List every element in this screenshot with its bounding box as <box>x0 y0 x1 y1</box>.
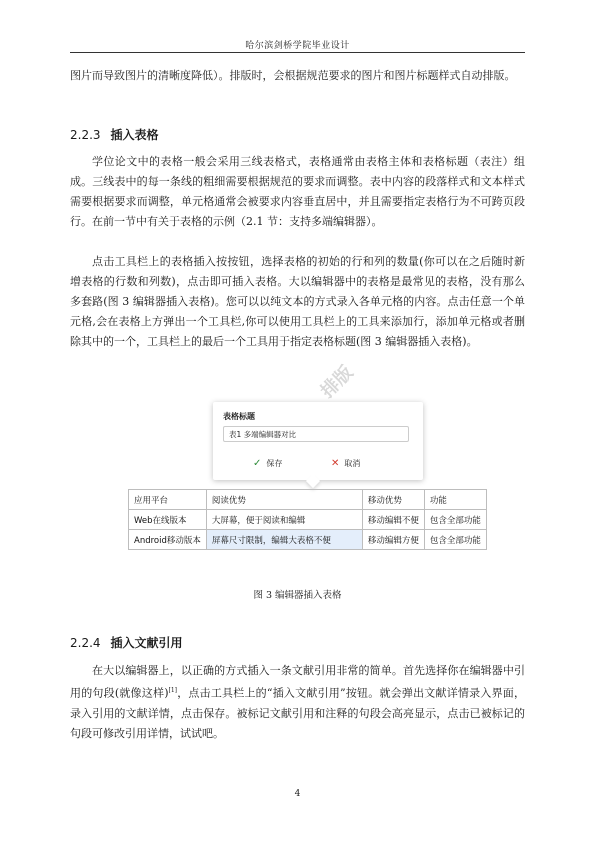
section-number: 2.2.3 <box>70 128 101 142</box>
table-cell[interactable]: 包含全部功能 <box>424 510 486 530</box>
section-heading-2-2-4 <box>70 634 183 651</box>
table-caption-input[interactable]: 表1 多端编辑器对比 <box>223 426 409 442</box>
paragraph-tables-intro: 学位论文中的表格一般会采用三线表格式，表格通常由表格主体和表格标题（表注）组成。三线表中的每一条线的粗细需要根据规范的要求而调整。表中内容的段落样式和文本样式需要根据要求而调整，单元格通常会被要求内容垂直居中，并且需要指定表格行为不可跨页段行。在前一节中有关于表格的示例（2.1 节：支持多端编辑器）。 <box>70 155 525 228</box>
check-icon: ✓ <box>253 458 262 469</box>
save-button[interactable] <box>253 458 282 469</box>
table-cell[interactable]: Web在线版本 <box>129 510 207 530</box>
cancel-label: 取消 <box>344 459 361 468</box>
table-header-cell[interactable]: 阅读优势 <box>206 490 362 510</box>
table-cell[interactable]: 移动编辑不便 <box>362 510 424 530</box>
table-header-cell[interactable]: 应用平台 <box>129 490 207 510</box>
close-icon: ✕ <box>331 458 340 469</box>
header-rule <box>70 52 525 53</box>
figure-caption: 图 3 编辑器插入表格 <box>253 590 342 601</box>
paragraph-citations <box>70 661 525 744</box>
page-header: 哈尔滨剑桥学院毕业设计 <box>245 41 350 51</box>
table-header-cell[interactable]: 功能 <box>424 490 486 510</box>
page-number: 4 <box>294 789 301 799</box>
table-cell[interactable]: 包含全部功能 <box>424 530 486 550</box>
table-cell[interactable]: 大屏幕，便于阅读和编辑 <box>206 510 362 530</box>
table-cell[interactable]: Android移动版本 <box>129 530 207 550</box>
table-row <box>129 490 487 510</box>
table-cell[interactable]: 移动编辑方便 <box>362 530 424 550</box>
citation-text-a: 在大以编辑器上，以正确的方式插入一条文献引用非常的简单。首先选择你在编辑器中引用的句段(就像这样) <box>70 664 525 700</box>
comparison-table <box>128 489 487 550</box>
watermark: 排版 <box>316 361 358 403</box>
popup-pointer <box>306 474 320 488</box>
section-heading-2-2-3 <box>70 126 159 143</box>
table-row <box>129 530 487 550</box>
table-row <box>129 510 487 530</box>
section-title: 插入文献引用 <box>110 636 183 650</box>
table-caption-popup <box>213 402 423 480</box>
save-label: 保存 <box>266 459 283 468</box>
citation-marker[interactable]: [1] <box>168 687 177 694</box>
paragraph-continued: 图片而导致图片的清晰度降低）。排版时，会根据规范要求的图片和图片标题样式自动排版。 <box>70 69 516 82</box>
section-title: 插入表格 <box>110 128 159 142</box>
cancel-button[interactable] <box>331 458 360 469</box>
table-cell-selected[interactable]: 屏幕尺寸限制，编辑大表格不便 <box>206 530 362 550</box>
paragraph-tables-howto: 点击工具栏上的表格插入按按钮，选择表格的初始的行和列的数量(你可以在之后随时新增表格的行数和列数)，点击即可插入表格。大以编辑器中的表格是最常见的表格，没有那么多套路(图 3 编辑器插入表格)。您可以以纯文本的方式录入各单元格的内容。点击任意一个单元格,会在表格上方弹出一个工具栏,你可以使用工具栏上的工具来添加行，添加单元格或者删除其中的一个，工具栏上的最后一个工具用于指定表格标题(图 3 编辑器插入表格)。 <box>70 255 525 348</box>
citation-text-b: ，点击工具栏上的“插入文献引用”按钮。就会弹出文献详情录入界面，录入引用的文献详情，点击保存。被标记文献引用和注释的句段会高亮显示，点击已被标记的句段可修改引用详情，试试吧。 <box>70 686 525 740</box>
popup-label: 表格标题 <box>223 412 255 421</box>
section-number: 2.2.4 <box>70 636 101 650</box>
table-header-cell[interactable]: 移动优势 <box>362 490 424 510</box>
